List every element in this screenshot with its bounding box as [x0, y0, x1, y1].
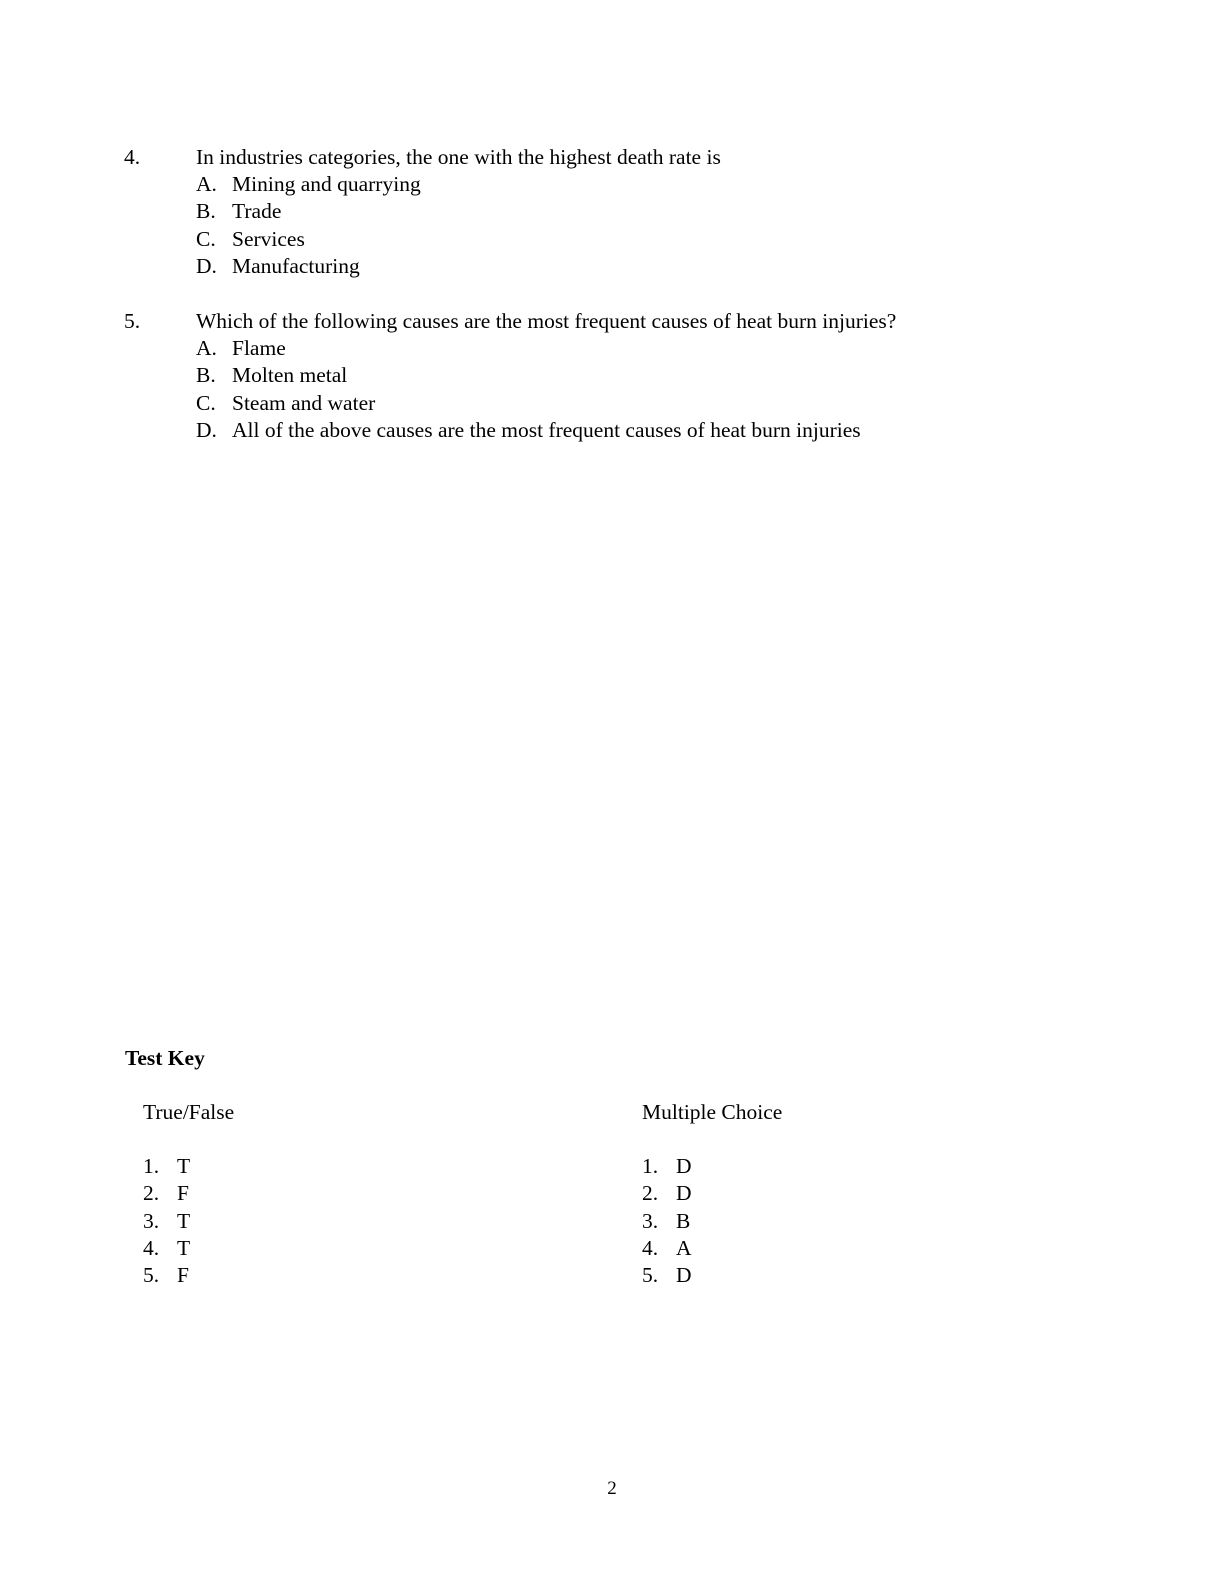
option-text: Molten metal — [232, 363, 348, 388]
key-item — [143, 1262, 234, 1289]
question-text: In industries categories, the one with the highest death rate is — [196, 145, 721, 169]
option-letter: D. — [196, 418, 217, 443]
option-letter: D. — [196, 254, 217, 279]
multiple-choice-answers — [642, 1153, 782, 1289]
multiple-choice-header: Multiple Choice — [642, 1100, 783, 1124]
true-false-header: True/False — [143, 1100, 235, 1124]
true-false-key — [143, 1099, 234, 1289]
question-number: 5. — [124, 309, 141, 333]
key-answer: D — [676, 1263, 692, 1288]
option-text: Steam and water — [232, 390, 376, 415]
test-key-title: Test Key — [125, 1046, 205, 1070]
option-b — [196, 198, 421, 225]
key-number: 5. — [642, 1263, 659, 1288]
option-a — [196, 335, 861, 362]
option-b — [196, 362, 861, 389]
option-d — [196, 417, 861, 444]
option-letter: A. — [196, 172, 217, 196]
key-answer: D — [676, 1154, 692, 1178]
option-c — [196, 226, 421, 253]
answer-options — [196, 171, 421, 281]
option-text: All of the above causes are the most frequent causes of heat burn injuries — [232, 418, 861, 443]
key-item — [143, 1180, 234, 1207]
key-number: 1. — [642, 1154, 659, 1178]
key-answer: B — [676, 1208, 691, 1233]
option-letter: C. — [196, 226, 216, 251]
key-item — [143, 1153, 234, 1180]
key-answer: F — [177, 1181, 189, 1206]
key-item — [642, 1153, 782, 1180]
option-text: Flame — [232, 336, 286, 360]
key-item — [642, 1180, 782, 1207]
question-text: Which of the following causes are the most frequent causes of heat burn injuries? — [196, 309, 897, 333]
option-letter: C. — [196, 390, 216, 415]
option-letter: B. — [196, 199, 216, 224]
key-number: 1. — [143, 1154, 160, 1178]
key-number: 5. — [143, 1263, 160, 1288]
option-text: Mining and quarrying — [232, 172, 421, 196]
option-text: Manufacturing — [232, 254, 360, 279]
key-answer: D — [676, 1181, 692, 1206]
option-a — [196, 171, 421, 198]
key-number: 3. — [143, 1208, 160, 1233]
key-item — [642, 1235, 782, 1262]
answer-options — [196, 335, 861, 445]
option-text: Trade — [232, 199, 282, 224]
option-d — [196, 253, 421, 280]
key-number: 3. — [642, 1208, 659, 1233]
key-item — [143, 1235, 234, 1262]
key-answer: T — [177, 1154, 191, 1178]
multiple-choice-key — [642, 1099, 782, 1289]
key-number: 2. — [642, 1181, 659, 1206]
option-letter: B. — [196, 363, 216, 388]
key-item — [642, 1262, 782, 1289]
key-answer: T — [177, 1235, 191, 1260]
key-number: 2. — [143, 1181, 160, 1206]
option-text: Services — [232, 226, 305, 251]
key-answer: T — [177, 1208, 191, 1233]
key-item — [642, 1208, 782, 1235]
page-number: 2 — [607, 1478, 617, 1499]
key-number: 4. — [143, 1235, 160, 1260]
key-answer: A — [676, 1235, 692, 1260]
question-number: 4. — [124, 145, 141, 169]
key-item — [143, 1208, 234, 1235]
key-answer: F — [177, 1263, 189, 1288]
option-letter: A. — [196, 336, 217, 360]
true-false-answers — [143, 1153, 234, 1289]
option-c — [196, 390, 861, 417]
key-number: 4. — [642, 1235, 659, 1260]
